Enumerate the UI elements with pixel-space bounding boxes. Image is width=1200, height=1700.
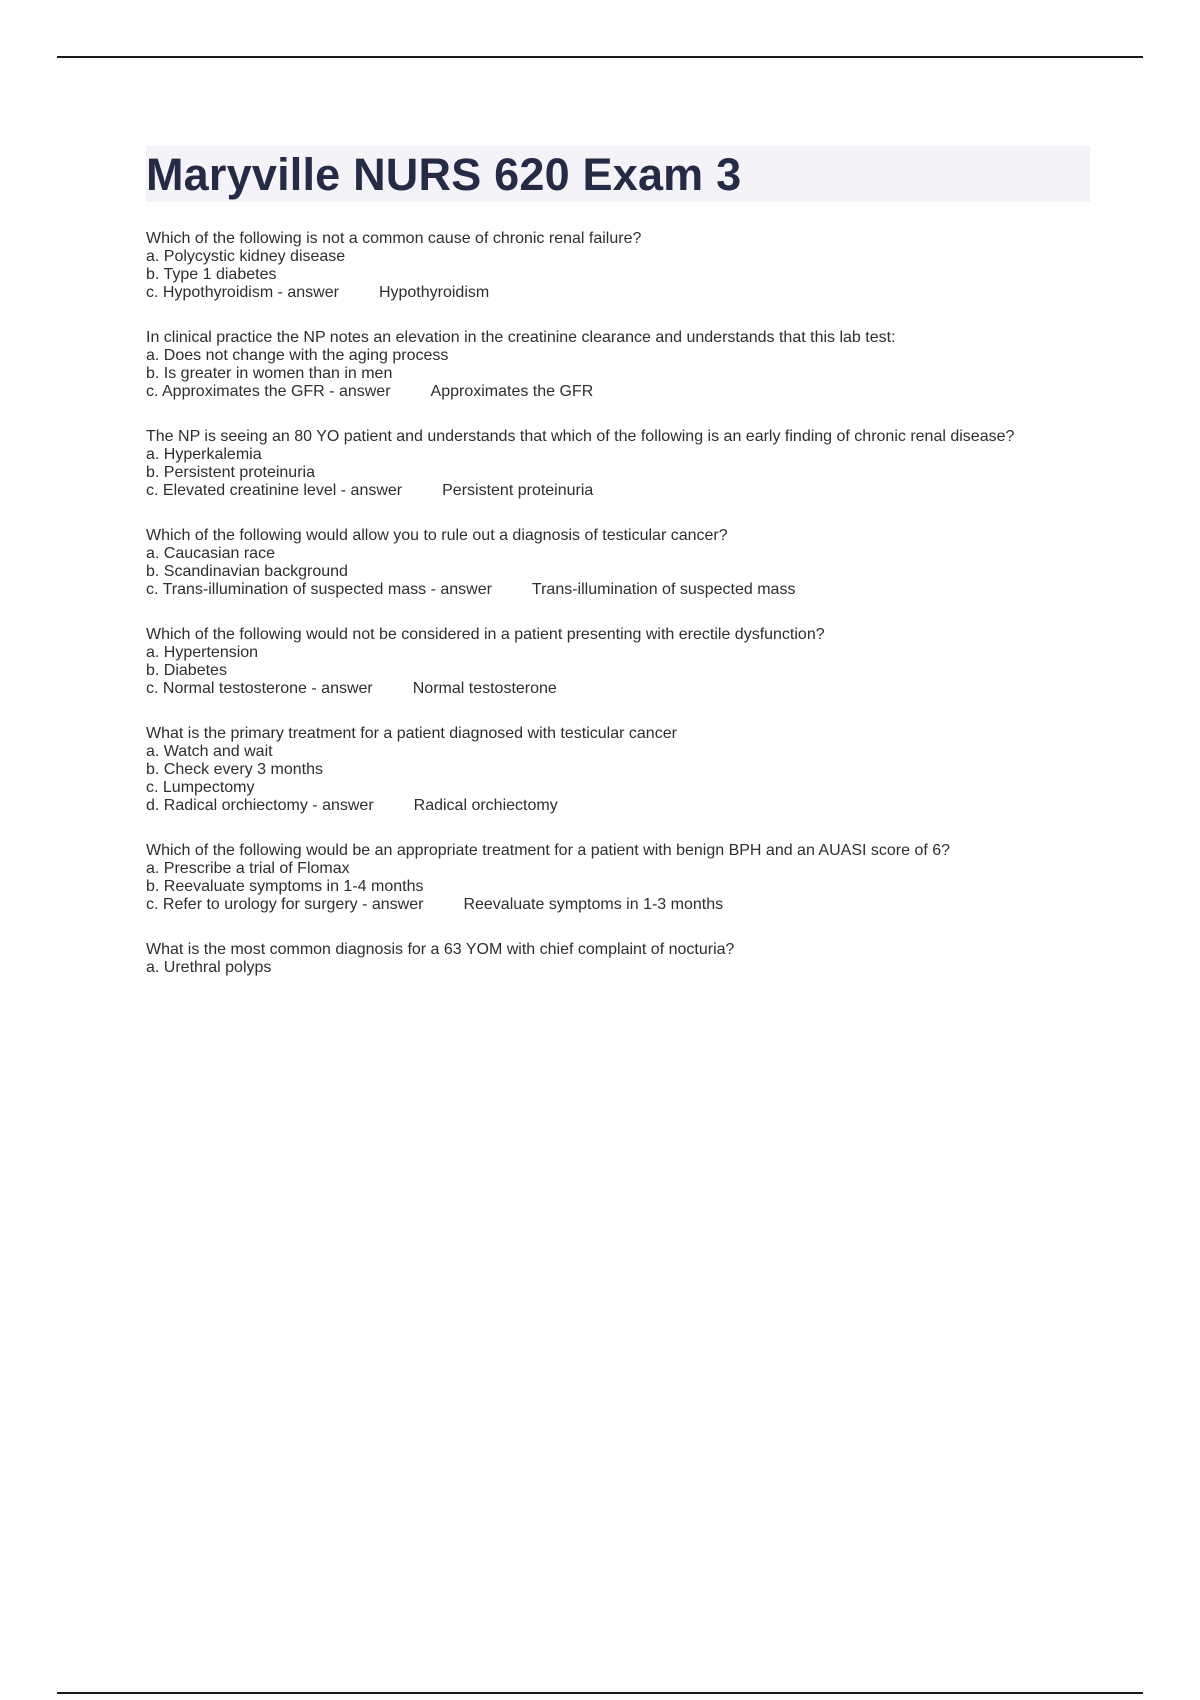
question-stem: The NP is seeing an 80 YO patient and understands that which of the following is an early finding of chronic renal disease? <box>146 428 1015 445</box>
question-stem: What is the primary treatment for a patient diagnosed with testicular cancer <box>146 725 677 742</box>
final-option-row <box>146 896 1090 914</box>
final-option-row <box>146 581 1090 599</box>
correct-answer: Radical orchiectomy <box>413 797 558 814</box>
final-option-row <box>146 284 1090 302</box>
footer-rule <box>57 1692 1143 1694</box>
correct-answer: Approximates the GFR <box>430 383 594 400</box>
answer-option: b. Scandinavian background <box>146 563 348 580</box>
answer-option: c. Lumpectomy <box>146 779 255 796</box>
answer-option: a. Caucasian race <box>146 545 275 562</box>
question-stem: In clinical practice the NP notes an elevation in the creatinine clearance and understands that this lab test: <box>146 329 896 346</box>
question-block <box>146 941 1090 977</box>
question-block <box>146 725 1090 815</box>
answer-option: c. Normal testosterone - answer <box>146 680 373 697</box>
answer-option: b. Diabetes <box>146 662 227 679</box>
final-option-row <box>146 482 1090 500</box>
correct-answer: Hypothyroidism <box>378 284 490 301</box>
question-stem: Which of the following would not be considered in a patient presenting with erectile dysfunction? <box>146 626 825 643</box>
answer-option: b. Check every 3 months <box>146 761 323 778</box>
answer-option: c. Elevated creatinine level - answer <box>146 482 403 499</box>
correct-answer: Normal testosterone <box>412 680 557 697</box>
answer-option: d. Radical orchiectomy - answer <box>146 797 374 814</box>
question-block <box>146 842 1090 914</box>
answer-option: b. Is greater in women than in men <box>146 365 393 382</box>
final-option-row <box>146 797 1090 815</box>
question-stem: Which of the following would be an appropriate treatment for a patient with benign BPH and an AUASI score of 6? <box>146 842 951 859</box>
answer-option: a. Prescribe a trial of Flomax <box>146 860 350 877</box>
question-block <box>146 230 1090 302</box>
answer-option: c. Trans-illumination of suspected mass - answer <box>146 581 492 598</box>
header-rule <box>57 56 1143 58</box>
correct-answer: Trans-illumination of suspected mass <box>531 581 796 598</box>
question-block <box>146 428 1090 500</box>
question-stem: Which of the following would allow you to rule out a diagnosis of testicular cancer? <box>146 527 728 544</box>
question-stem: What is the most common diagnosis for a 63 YOM with chief complaint of nocturia? <box>146 941 735 958</box>
answer-option: a. Urethral polyps <box>146 959 272 976</box>
correct-answer: Reevaluate symptoms in 1-3 months <box>463 896 724 913</box>
answer-option: a. Hypertension <box>146 644 259 661</box>
answer-option: c. Refer to urology for surgery - answer <box>146 896 424 913</box>
document-body <box>146 146 1090 977</box>
answer-option: c. Approximates the GFR - answer <box>146 383 391 400</box>
final-option-row <box>146 680 1090 698</box>
answer-option: a. Hyperkalemia <box>146 446 262 463</box>
question-block <box>146 626 1090 698</box>
answer-option: c. Hypothyroidism - answer <box>146 284 339 301</box>
answer-option: a. Does not change with the aging process <box>146 347 449 364</box>
page-title: Maryville NURS 620 Exam 3 <box>146 148 742 200</box>
answer-option: b. Type 1 diabetes <box>146 266 277 283</box>
title-band <box>146 146 1090 202</box>
answer-option: a. Watch and wait <box>146 743 273 760</box>
answer-option: a. Polycystic kidney disease <box>146 248 346 265</box>
correct-answer: Persistent proteinuria <box>442 482 594 499</box>
final-option-row <box>146 383 1090 401</box>
question-stem: Which of the following is not a common cause of chronic renal failure? <box>146 230 642 247</box>
answer-option: b. Persistent proteinuria <box>146 464 315 481</box>
question-block <box>146 329 1090 401</box>
answer-option: b. Reevaluate symptoms in 1-4 months <box>146 878 424 895</box>
question-list <box>146 230 1090 977</box>
question-block <box>146 527 1090 599</box>
